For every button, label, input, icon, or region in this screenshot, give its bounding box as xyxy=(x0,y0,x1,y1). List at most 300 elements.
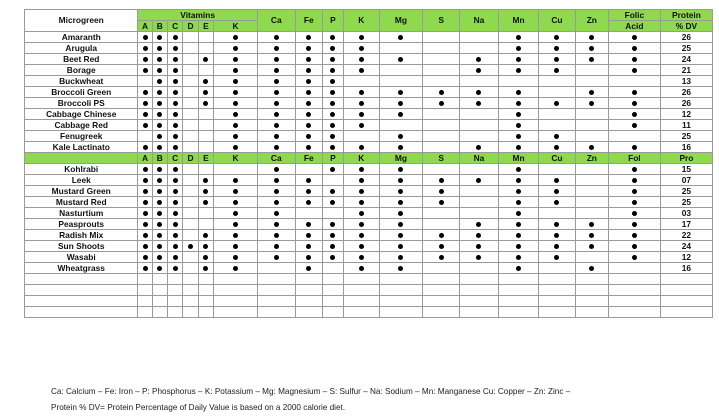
dot-icon xyxy=(554,145,559,150)
nutrient-cell xyxy=(459,76,498,87)
dot-icon xyxy=(632,46,637,51)
nutrient-cell xyxy=(608,87,660,98)
nutrient-cell xyxy=(295,164,322,175)
dot-icon xyxy=(157,46,162,51)
nutrient-cell xyxy=(322,54,343,65)
nutrient-cell xyxy=(608,98,660,109)
nutrient-cell xyxy=(168,120,183,131)
dot-icon xyxy=(233,255,238,260)
nutrient-cell xyxy=(575,263,608,274)
nutrient-cell xyxy=(183,142,198,153)
empty-cell xyxy=(379,307,423,318)
dot-icon xyxy=(143,46,148,51)
empty-cell xyxy=(344,274,379,285)
dot-icon xyxy=(439,255,444,260)
nutrient-cell xyxy=(138,263,152,274)
empty-cell xyxy=(138,274,152,285)
nutrient-cell xyxy=(498,175,538,186)
nutrient-cell xyxy=(608,241,660,252)
dot-icon xyxy=(143,68,148,73)
dot-icon xyxy=(157,90,162,95)
nutrient-cell xyxy=(168,197,183,208)
dot-icon xyxy=(330,167,335,172)
nutrient-cell xyxy=(214,197,258,208)
nutrient-cell xyxy=(539,142,576,153)
nutrient-cell xyxy=(152,109,167,120)
table-row xyxy=(25,175,713,186)
dot-icon xyxy=(157,68,162,73)
nutrient-cell xyxy=(379,98,423,109)
dot-icon xyxy=(233,90,238,95)
nutrient-cell xyxy=(379,76,423,87)
nutrient-cell xyxy=(138,87,152,98)
nutrient-cell xyxy=(423,175,460,186)
empty-cell xyxy=(660,307,712,318)
dot-icon xyxy=(173,233,178,238)
dot-icon xyxy=(554,35,559,40)
dot-icon xyxy=(203,189,208,194)
nutrient-cell xyxy=(322,43,343,54)
dot-icon xyxy=(398,189,403,194)
dot-icon xyxy=(330,222,335,227)
nutrient-cell xyxy=(152,164,167,175)
dot-icon xyxy=(157,233,162,238)
nutrient-cell xyxy=(459,241,498,252)
nutrient-cell xyxy=(498,109,538,120)
nutrient-cell xyxy=(539,241,576,252)
dot-icon xyxy=(233,79,238,84)
dot-icon xyxy=(306,35,311,40)
protein-value: 13 xyxy=(660,76,712,87)
dot-icon xyxy=(274,244,279,249)
nutrient-cell xyxy=(344,131,379,142)
dot-icon xyxy=(632,167,637,172)
dot-icon xyxy=(398,90,403,95)
nutrient-cell xyxy=(498,252,538,263)
nutrient-cell xyxy=(295,263,322,274)
dot-icon xyxy=(632,35,637,40)
dot-icon xyxy=(233,211,238,216)
protein-value: 12 xyxy=(660,252,712,263)
dot-icon xyxy=(173,167,178,172)
nutrient-cell xyxy=(539,98,576,109)
nutrient-cell xyxy=(168,109,183,120)
dot-icon xyxy=(274,79,279,84)
empty-cell xyxy=(575,285,608,296)
dot-icon xyxy=(274,35,279,40)
nutrient-cell xyxy=(575,43,608,54)
protein-value: 03 xyxy=(660,208,712,219)
dot-icon xyxy=(516,178,521,183)
nutrient-cell xyxy=(152,131,167,142)
microgreen-name: Cabbage Chinese xyxy=(25,109,138,120)
nutrient-cell xyxy=(322,175,343,186)
nutrient-cell xyxy=(183,263,198,274)
nutrient-cell xyxy=(379,120,423,131)
nutrient-cell xyxy=(459,109,498,120)
protein-value: 26 xyxy=(660,87,712,98)
nutrient-cell xyxy=(214,230,258,241)
dot-icon xyxy=(330,79,335,84)
nutrient-cell xyxy=(295,230,322,241)
dot-icon xyxy=(516,266,521,271)
dot-icon xyxy=(157,200,162,205)
nutrient-cell xyxy=(183,109,198,120)
dot-icon xyxy=(274,189,279,194)
empty-cell xyxy=(257,274,295,285)
nutrient-cell xyxy=(295,197,322,208)
microgreen-name: Kohlrabi xyxy=(25,164,138,175)
nutrient-cell xyxy=(152,87,167,98)
nutrient-cell xyxy=(379,208,423,219)
empty-cell xyxy=(295,307,322,318)
nutrient-cell xyxy=(498,186,538,197)
dot-icon xyxy=(157,123,162,128)
nutrient-cell xyxy=(423,252,460,263)
dot-icon xyxy=(516,112,521,117)
nutrient-cell xyxy=(459,98,498,109)
nutrient-cell xyxy=(322,131,343,142)
header-2-cell: Mn xyxy=(498,153,538,164)
empty-cell xyxy=(608,285,660,296)
nutrient-cell xyxy=(198,32,213,43)
dot-icon xyxy=(330,233,335,238)
nutrient-cell xyxy=(257,32,295,43)
nutrient-cell xyxy=(539,76,576,87)
table-row xyxy=(25,120,713,131)
dot-icon xyxy=(157,35,162,40)
empty-cell xyxy=(498,274,538,285)
dot-icon xyxy=(439,101,444,106)
microgreen-name: Sun Shoots xyxy=(25,241,138,252)
nutrient-cell xyxy=(608,175,660,186)
folic-header: Folic xyxy=(608,10,660,21)
nutrient-cell xyxy=(183,175,198,186)
nutrient-cell xyxy=(152,32,167,43)
nutrient-cell xyxy=(168,186,183,197)
mineral-header: Zn xyxy=(575,10,608,32)
nutrient-cell xyxy=(168,43,183,54)
nutrient-cell xyxy=(423,87,460,98)
mineral-header: K xyxy=(344,10,379,32)
dot-icon xyxy=(173,244,178,249)
nutrition-sheet xyxy=(24,9,713,412)
nutrient-cell xyxy=(423,131,460,142)
empty-cell xyxy=(459,296,498,307)
dot-icon xyxy=(143,244,148,249)
empty-cell xyxy=(25,307,138,318)
dot-icon xyxy=(173,266,178,271)
nutrient-cell xyxy=(344,252,379,263)
nutrient-cell xyxy=(423,208,460,219)
nutrient-cell xyxy=(379,43,423,54)
nutrient-cell xyxy=(423,54,460,65)
nutrient-cell xyxy=(379,65,423,76)
empty-cell xyxy=(423,285,460,296)
nutrient-cell xyxy=(295,186,322,197)
microgreen-name: Cabbage Red xyxy=(25,120,138,131)
nutrient-cell xyxy=(168,54,183,65)
empty-cell xyxy=(423,274,460,285)
nutrient-cell xyxy=(198,252,213,263)
nutrient-cell xyxy=(198,208,213,219)
nutrient-cell xyxy=(138,186,152,197)
dot-icon xyxy=(589,233,594,238)
nutrient-cell xyxy=(379,263,423,274)
dot-icon xyxy=(439,244,444,249)
dot-icon xyxy=(476,90,481,95)
protein-value: 12 xyxy=(660,109,712,120)
empty-cell xyxy=(25,296,138,307)
empty-cell xyxy=(295,274,322,285)
dot-icon xyxy=(476,178,481,183)
nutrient-cell xyxy=(608,197,660,208)
nutrient-cell xyxy=(423,241,460,252)
nutrient-cell xyxy=(295,54,322,65)
nutrient-cell xyxy=(214,109,258,120)
nutrient-cell xyxy=(498,76,538,87)
nutrient-cell xyxy=(539,32,576,43)
nutrient-cell xyxy=(498,219,538,230)
nutrient-cell xyxy=(168,131,183,142)
nutrient-cell xyxy=(152,197,167,208)
table-row xyxy=(25,131,713,142)
nutrient-cell xyxy=(257,65,295,76)
nutrient-cell xyxy=(152,208,167,219)
nutrient-cell xyxy=(423,263,460,274)
dot-icon xyxy=(439,189,444,194)
folic-header-2: Acid xyxy=(608,21,660,32)
nutrient-cell xyxy=(214,76,258,87)
dot-icon xyxy=(632,123,637,128)
nutrient-cell xyxy=(138,208,152,219)
table-row xyxy=(25,65,713,76)
nutrient-cell xyxy=(575,197,608,208)
legend-line-2: Protein % DV= Protein Percentage of Daily Value is based on a 2000 calorie diet. xyxy=(51,403,346,412)
dot-icon xyxy=(274,233,279,238)
nutrient-cell xyxy=(183,230,198,241)
table-row xyxy=(25,208,713,219)
dot-icon xyxy=(157,178,162,183)
dot-icon xyxy=(173,123,178,128)
nutrient-cell xyxy=(608,131,660,142)
dot-icon xyxy=(359,266,364,271)
dot-icon xyxy=(516,222,521,227)
empty-cell xyxy=(575,307,608,318)
nutrient-cell xyxy=(198,98,213,109)
nutrient-cell xyxy=(575,175,608,186)
dot-icon xyxy=(143,167,148,172)
nutrient-cell xyxy=(257,98,295,109)
empty-row xyxy=(25,274,713,285)
dot-icon xyxy=(306,90,311,95)
nutrient-cell xyxy=(344,197,379,208)
empty-cell xyxy=(295,296,322,307)
nutrient-cell xyxy=(152,230,167,241)
nutrient-cell xyxy=(575,208,608,219)
nutrient-cell xyxy=(152,142,167,153)
nutrient-cell xyxy=(423,109,460,120)
dot-icon xyxy=(476,57,481,62)
dot-icon xyxy=(203,255,208,260)
table-row xyxy=(25,43,713,54)
nutrient-cell xyxy=(257,164,295,175)
dot-icon xyxy=(398,222,403,227)
nutrient-cell xyxy=(344,43,379,54)
dot-icon xyxy=(306,79,311,84)
header-2-cell: Fe xyxy=(295,153,322,164)
header-2-cell: S xyxy=(423,153,460,164)
table-row xyxy=(25,197,713,208)
nutrient-cell xyxy=(539,109,576,120)
empty-cell xyxy=(198,296,213,307)
nutrient-cell xyxy=(539,186,576,197)
empty-cell xyxy=(168,274,183,285)
table-row xyxy=(25,32,713,43)
empty-cell xyxy=(198,307,213,318)
dot-icon xyxy=(359,255,364,260)
nutrient-cell xyxy=(183,241,198,252)
dot-icon xyxy=(157,57,162,62)
nutrient-cell xyxy=(198,186,213,197)
legend-line-1: Ca: Calcium – Fe: Iron – P: Phosphorus – K: Potassium – Mg: Magnesium – S: Sulfur – Na: Sodium – Mn: Manganese Cu: Copper – Zn: Zinc – xyxy=(51,387,571,396)
dot-icon xyxy=(173,46,178,51)
empty-cell xyxy=(198,274,213,285)
dot-icon xyxy=(173,178,178,183)
nutrient-cell xyxy=(168,252,183,263)
nutrient-cell xyxy=(257,241,295,252)
nutrient-cell xyxy=(379,241,423,252)
nutrient-cell xyxy=(198,76,213,87)
microgreen-table xyxy=(24,9,713,318)
nutrient-cell xyxy=(152,65,167,76)
microgreen-name: Fenugreek xyxy=(25,131,138,142)
header-2-cell: Ca xyxy=(257,153,295,164)
dot-icon xyxy=(306,178,311,183)
dot-icon xyxy=(398,134,403,139)
nutrient-cell xyxy=(138,54,152,65)
dot-icon xyxy=(233,123,238,128)
dot-icon xyxy=(173,222,178,227)
dot-icon xyxy=(359,233,364,238)
empty-cell xyxy=(25,285,138,296)
nutrient-cell xyxy=(138,43,152,54)
nutrient-cell xyxy=(257,43,295,54)
dot-icon xyxy=(157,134,162,139)
dot-icon xyxy=(330,46,335,51)
nutrient-cell xyxy=(379,32,423,43)
dot-icon xyxy=(233,46,238,51)
empty-cell xyxy=(295,285,322,296)
nutrient-cell xyxy=(214,131,258,142)
nutrient-cell xyxy=(138,142,152,153)
nutrient-cell xyxy=(344,241,379,252)
dot-icon xyxy=(632,112,637,117)
dot-icon xyxy=(306,134,311,139)
nutrient-cell xyxy=(344,32,379,43)
dot-icon xyxy=(554,134,559,139)
nutrient-cell xyxy=(183,131,198,142)
dot-icon xyxy=(143,222,148,227)
nutrient-cell xyxy=(257,142,295,153)
nutrient-cell xyxy=(575,109,608,120)
vitamin-letter: K xyxy=(214,21,258,32)
nutrient-cell xyxy=(295,43,322,54)
nutrient-cell xyxy=(423,230,460,241)
dot-icon xyxy=(143,233,148,238)
microgreen-name: Wheatgrass xyxy=(25,263,138,274)
nutrient-cell xyxy=(322,65,343,76)
dot-icon xyxy=(554,233,559,238)
dot-icon xyxy=(330,101,335,106)
nutrient-cell xyxy=(379,197,423,208)
nutrient-cell xyxy=(152,252,167,263)
dot-icon xyxy=(157,244,162,249)
protein-value: 26 xyxy=(660,32,712,43)
dot-icon xyxy=(516,90,521,95)
dot-icon xyxy=(359,35,364,40)
dot-icon xyxy=(516,57,521,62)
dot-icon xyxy=(233,35,238,40)
empty-cell xyxy=(660,285,712,296)
dot-icon xyxy=(203,200,208,205)
protein-value: 25 xyxy=(660,131,712,142)
dot-icon xyxy=(143,101,148,106)
nutrient-cell xyxy=(152,219,167,230)
nutrient-cell xyxy=(608,186,660,197)
nutrient-cell xyxy=(575,120,608,131)
microgreen-name: Amaranth xyxy=(25,32,138,43)
nutrient-cell xyxy=(575,98,608,109)
dot-icon xyxy=(233,244,238,249)
empty-cell xyxy=(539,285,576,296)
nutrient-cell xyxy=(257,186,295,197)
dot-icon xyxy=(554,189,559,194)
dot-icon xyxy=(203,233,208,238)
dot-icon xyxy=(398,101,403,106)
dot-icon xyxy=(476,244,481,249)
nutrient-cell xyxy=(608,32,660,43)
dot-icon xyxy=(516,189,521,194)
nutrient-cell xyxy=(183,208,198,219)
empty-cell xyxy=(498,307,538,318)
empty-cell xyxy=(183,307,198,318)
dot-icon xyxy=(516,244,521,249)
nutrient-cell xyxy=(183,76,198,87)
nutrient-cell xyxy=(214,98,258,109)
dot-icon xyxy=(589,35,594,40)
empty-row xyxy=(25,296,713,307)
dot-icon xyxy=(589,266,594,271)
nutrient-cell xyxy=(295,219,322,230)
nutrient-cell xyxy=(198,263,213,274)
nutrient-cell xyxy=(183,54,198,65)
dot-icon xyxy=(632,178,637,183)
dot-icon xyxy=(554,46,559,51)
empty-cell xyxy=(257,296,295,307)
nutrient-cell xyxy=(322,109,343,120)
nutrient-cell xyxy=(539,54,576,65)
nutrient-cell xyxy=(379,175,423,186)
nutrient-cell xyxy=(198,120,213,131)
nutrient-cell xyxy=(168,175,183,186)
nutrient-cell xyxy=(198,241,213,252)
nutrient-cell xyxy=(295,65,322,76)
dot-icon xyxy=(173,101,178,106)
dot-icon xyxy=(274,178,279,183)
mineral-header: Fe xyxy=(295,10,322,32)
table-row xyxy=(25,230,713,241)
